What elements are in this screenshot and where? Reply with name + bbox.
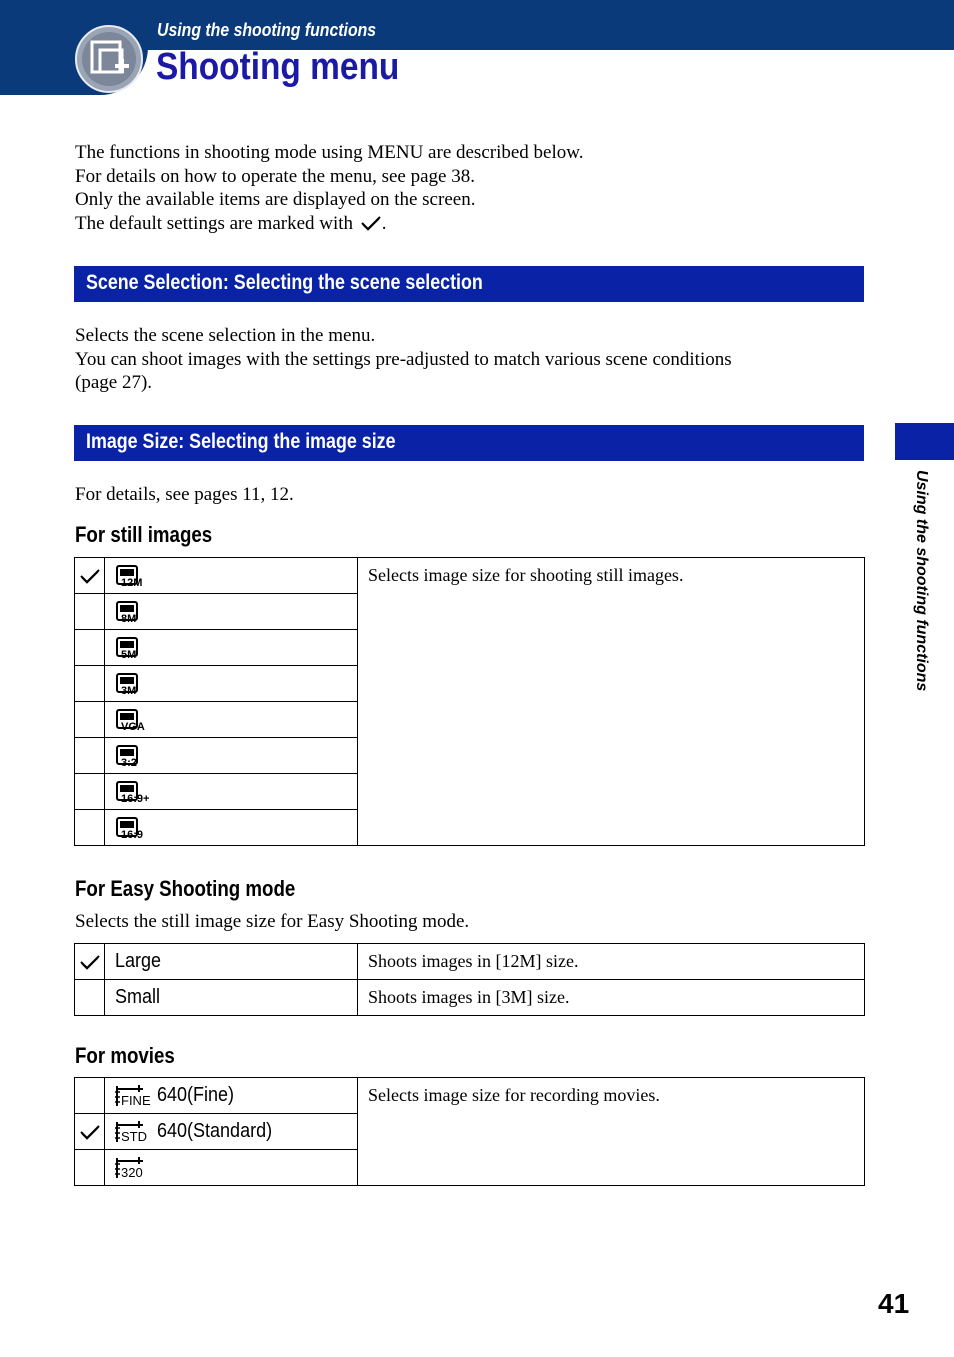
scene-selection-heading-bar — [74, 266, 864, 302]
scene-line: You can shoot images with the settings pre-adjusted to match various scene conditions — [75, 348, 732, 370]
intro-suffix: . — [381, 212, 387, 234]
intro-line: For details on how to operate the menu, see page 38. — [75, 165, 475, 187]
default-cell — [75, 1150, 105, 1186]
default-check-icon — [79, 1123, 101, 1141]
page-title: Shooting menu — [156, 46, 400, 88]
default-cell — [75, 594, 105, 630]
default-cell — [75, 774, 105, 810]
easy-size-row — [75, 980, 865, 1016]
scene-line: (page 27). — [75, 372, 153, 393]
easy-mode-intro — [75, 910, 469, 934]
size-icon-cell — [105, 738, 358, 774]
svg-text:3:2: 3:2 — [121, 756, 137, 768]
size-icon-cell — [105, 810, 358, 846]
intro-line: Only the available items are displayed on the screen. — [75, 189, 476, 210]
still-size-table — [74, 557, 865, 846]
easy-size-label: Small — [115, 986, 161, 1008]
side-tab-marker — [895, 423, 954, 460]
movie-size-icon — [115, 1120, 151, 1144]
easy-mode-heading: For Easy Shooting mode — [75, 876, 296, 901]
movie-size-cell — [105, 1114, 358, 1150]
svg-text:3M: 3M — [121, 684, 137, 696]
movie-size-table — [74, 1077, 865, 1186]
easy-size-description: Shoots images in [12M] size. — [358, 944, 865, 980]
still-images-heading: For still images — [75, 522, 213, 547]
image-size-icon — [115, 816, 157, 840]
image-size-icon — [115, 600, 157, 624]
default-cell — [75, 558, 105, 594]
movie-size-label: 640(Standard) — [157, 1120, 273, 1142]
default-cell — [75, 630, 105, 666]
image-size-icon — [115, 672, 157, 696]
movies-heading: For movies — [75, 1043, 175, 1068]
intro-line — [75, 212, 584, 236]
easy-size-table — [74, 943, 865, 1016]
default-cell — [75, 980, 105, 1016]
image-size-icon — [115, 564, 157, 588]
movie-description: Selects image size for recording movies. — [358, 1078, 865, 1186]
default-check-icon — [79, 567, 101, 585]
movie-size-icon — [115, 1156, 151, 1180]
easy-size-label: Large — [115, 950, 162, 972]
default-cell — [75, 1114, 105, 1150]
default-cell — [75, 1078, 105, 1114]
scene-selection-heading: Scene Selection: Selecting the scene selection — [86, 271, 483, 294]
movie-size-cell — [105, 1078, 358, 1114]
intro-line-text: The default settings are marked with — [75, 212, 354, 234]
section-title: Using the shooting functions — [157, 20, 377, 40]
movie-size-row — [75, 1078, 865, 1114]
details-line: For details, see pages 11, 12. — [75, 484, 294, 505]
default-check-icon — [360, 214, 382, 232]
size-icon-cell — [105, 774, 358, 810]
scene-selection-text — [75, 324, 732, 395]
default-cell — [75, 810, 105, 846]
intro-line: The functions in shooting mode using MENU are described below. — [75, 142, 584, 163]
svg-text:5M: 5M — [121, 648, 137, 660]
still-size-row — [75, 558, 865, 594]
size-icon-cell — [105, 702, 358, 738]
size-icon-cell — [105, 630, 358, 666]
easy-size-label-cell — [105, 980, 358, 1016]
svg-text:8M: 8M — [121, 612, 137, 624]
easy-intro-line: Selects the still image size for Easy Shooting mode. — [75, 911, 470, 932]
default-check-icon — [79, 953, 101, 971]
image-size-icon — [115, 636, 157, 660]
default-cell — [75, 738, 105, 774]
size-icon-cell — [105, 558, 358, 594]
easy-size-row — [75, 944, 865, 980]
image-size-icon — [115, 780, 157, 804]
image-size-heading: Image Size: Selecting the image size — [86, 430, 396, 453]
image-size-heading-bar — [74, 425, 864, 461]
movie-size-cell — [105, 1150, 358, 1186]
default-cell — [75, 944, 105, 980]
svg-text:STD: STD — [121, 1128, 147, 1144]
image-size-icon — [115, 708, 157, 732]
page-number: 41 — [878, 1288, 910, 1319]
easy-size-description: Shoots images in [3M] size. — [358, 980, 865, 1016]
movie-size-label: 640(Fine) — [157, 1084, 235, 1106]
image-size-icon — [115, 744, 157, 768]
scene-line: Selects the scene selection in the menu. — [75, 325, 376, 346]
svg-text:16:9+: 16:9+ — [121, 792, 150, 804]
intro-text — [75, 141, 584, 235]
side-tab-label: Using the shooting functions — [913, 470, 930, 692]
easy-size-label-cell — [105, 944, 358, 980]
svg-text:VGA: VGA — [121, 720, 145, 732]
svg-text:320: 320 — [121, 1164, 143, 1180]
size-icon-cell — [105, 666, 358, 702]
svg-text:FINE: FINE — [121, 1092, 151, 1108]
svg-text:16:9: 16:9 — [121, 828, 144, 840]
default-cell — [75, 666, 105, 702]
svg-text:12M: 12M — [121, 576, 143, 588]
shooting-functions-icon — [74, 24, 144, 94]
image-size-details — [75, 483, 294, 507]
still-description: Selects image size for shooting still images. — [358, 558, 865, 846]
movie-size-icon — [115, 1084, 151, 1108]
default-cell — [75, 702, 105, 738]
size-icon-cell — [105, 594, 358, 630]
